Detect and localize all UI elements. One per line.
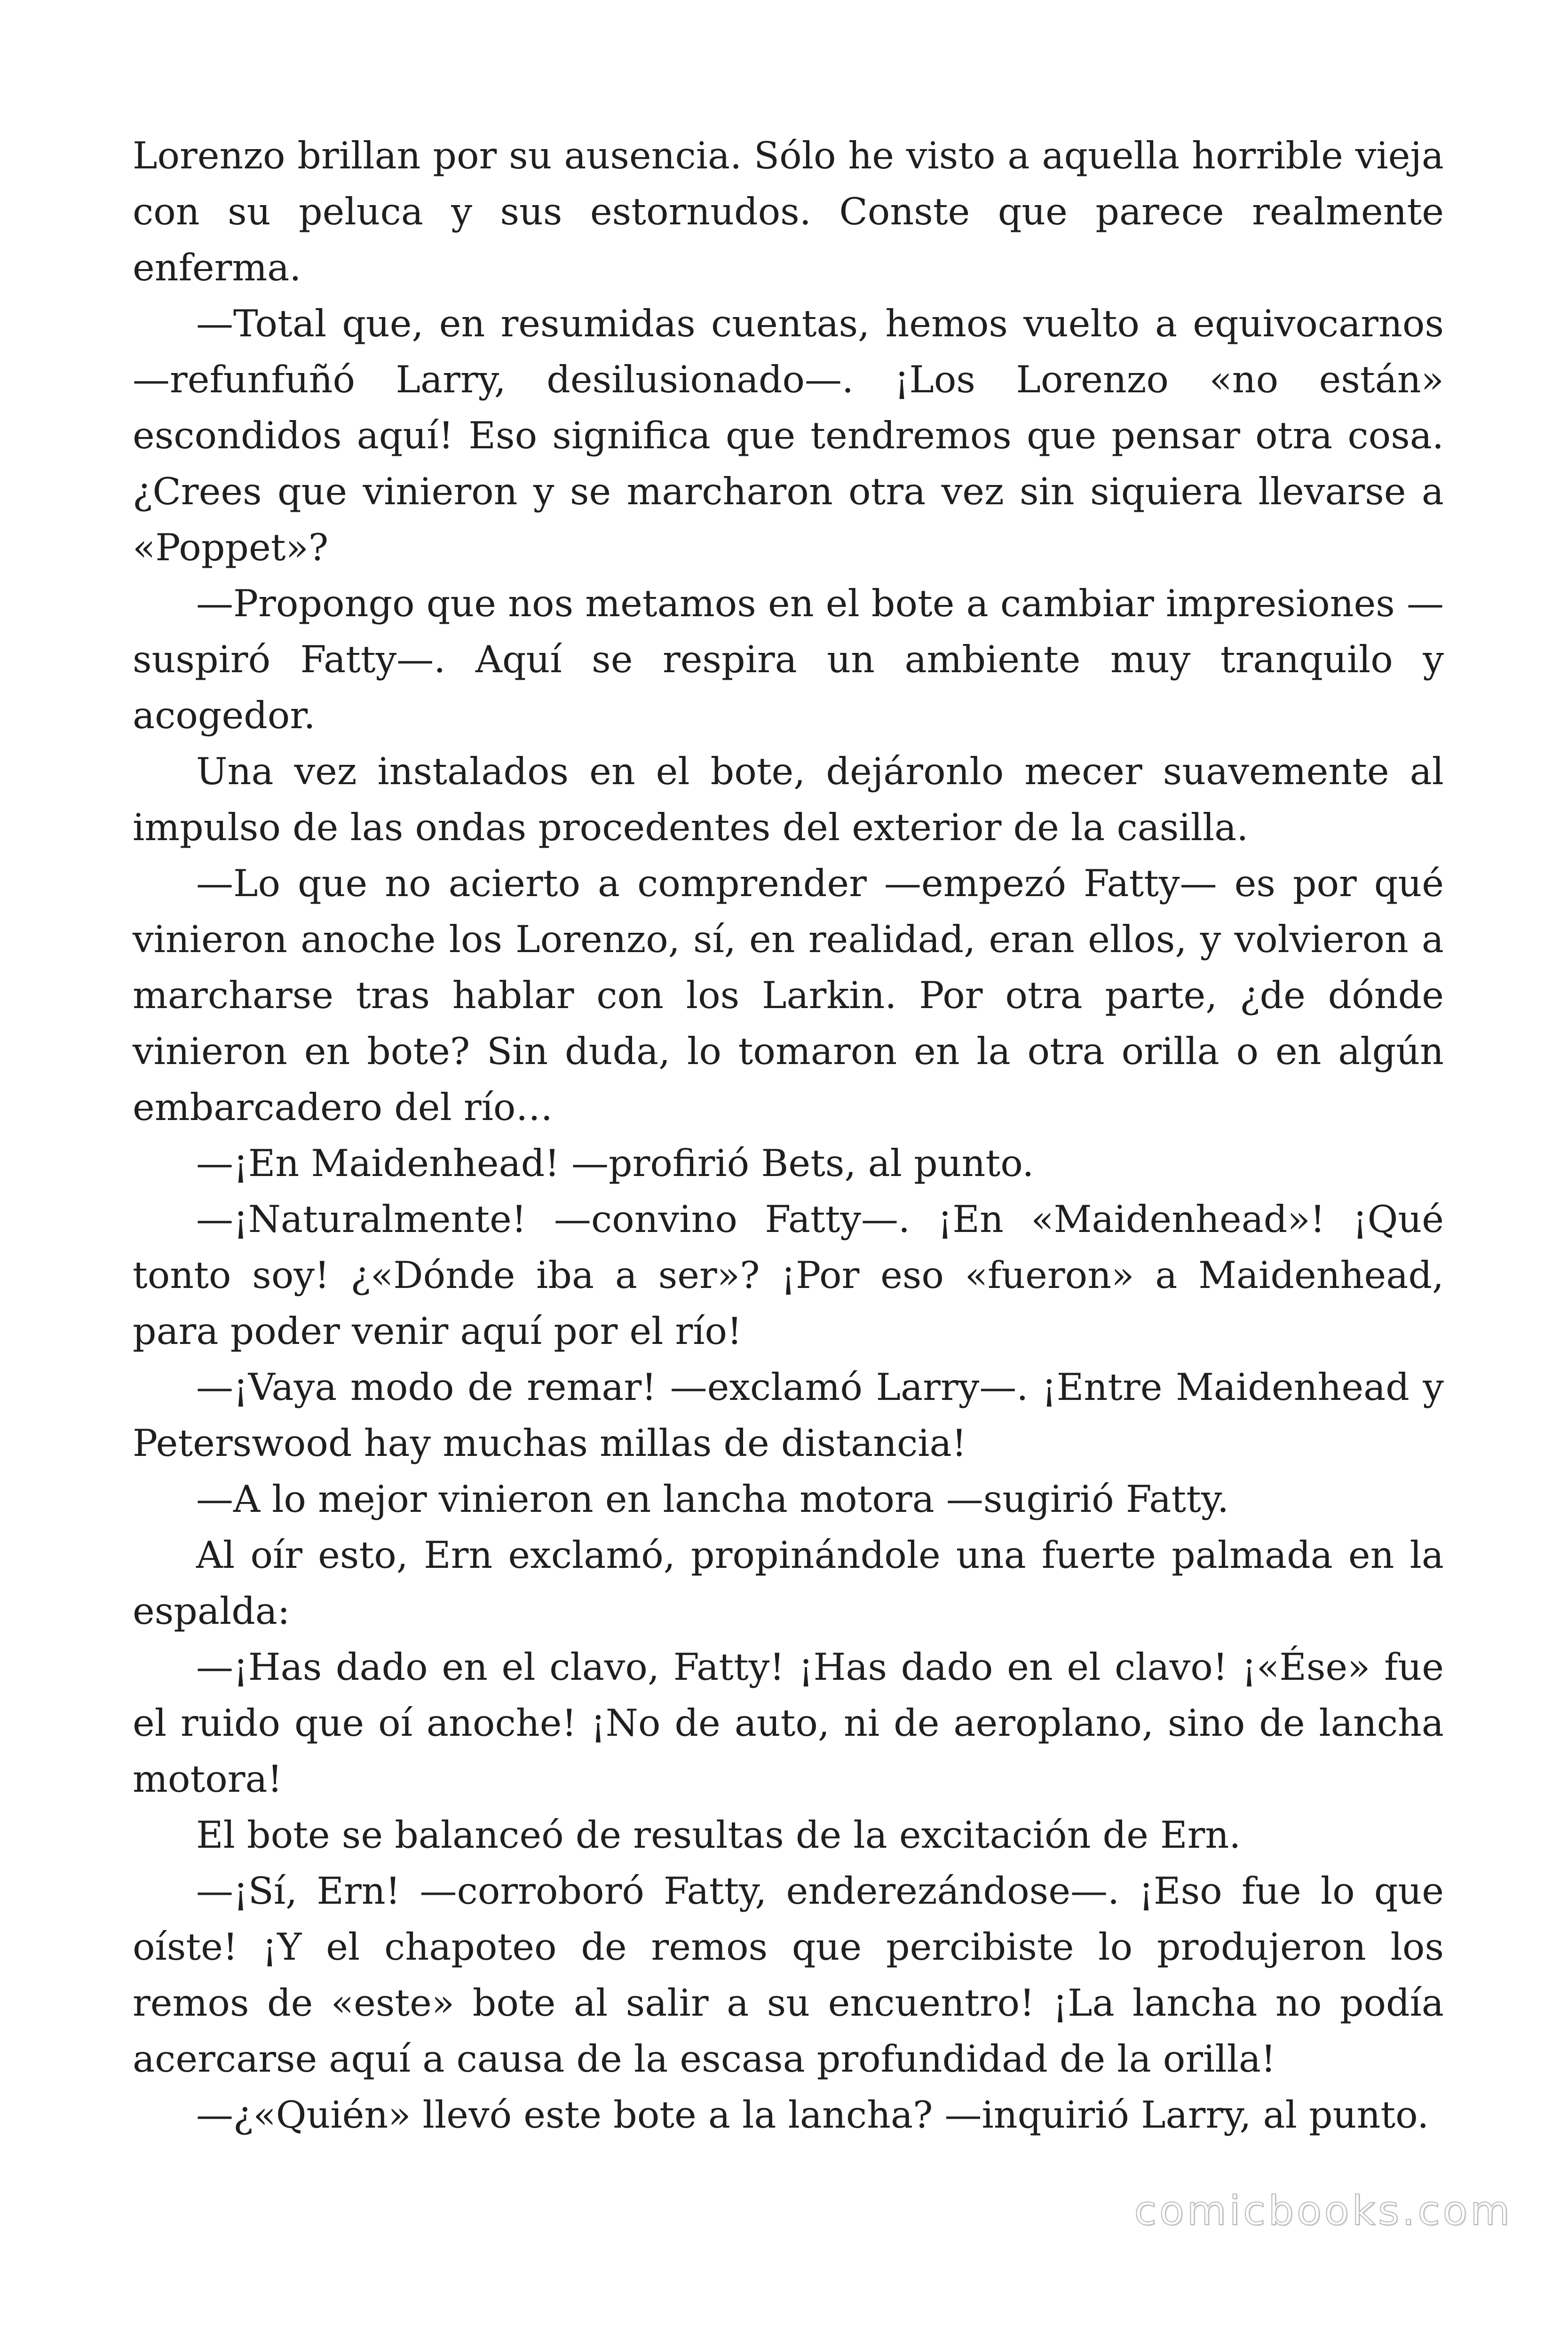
- paragraph: —A lo mejor vinieron en lancha motora —sugirió Fatty.: [196, 1478, 1229, 1521]
- paragraph-continuation: Lorenzo brillan por su ausencia. Sólo he visto a aquella horrible vieja con su peluca y sus estornudos. Conste que parece realmente enferma.: [133, 134, 1444, 289]
- paragraph: —Propongo que nos metamos en el bote a cambiar impresiones —suspiró Fatty—. Aquí se respira un ambiente muy tranquilo y acogedor.: [133, 582, 1444, 737]
- paragraph: —Lo que no acierto a comprender —empezó Fatty— es por qué vinieron anoche los Lorenzo, sí, en realidad, eran ellos, y volvieron a marcharse tras hablar con los Larkin. Por otra parte, ¿de dónde vinieron en bote? Sin duda, lo tomaron en la otra orilla o en algún embarcadero del río…: [133, 862, 1444, 1129]
- paragraph: —¡Has dado en el clavo, Fatty! ¡Has dado en el clavo! ¡«Ése» fue el ruido que oí anoche! ¡No de auto, ni de aeroplano, sino de lancha motora!: [133, 1645, 1444, 1801]
- paragraph: —¡Vaya modo de remar! —exclamó Larry—. ¡Entre Maidenhead y Peterswood hay muchas millas de distancia!: [133, 1366, 1444, 1465]
- paragraph: —¡En Maidenhead! —profirió Bets, al punto.: [196, 1142, 1034, 1185]
- paragraph: —¡Sí, Ern! —corroboró Fatty, enderezándose—. ¡Eso fue lo que oíste! ¡Y el chapoteo de remos que percibiste lo produjeron los remos de «este» bote al salir a su encuentro! ¡La lancha no podía acercarse aquí a causa de la escasa profundidad de la orilla!: [133, 1869, 1444, 2081]
- paragraph: —¿«Quién» llevó este bote a la lancha? —inquirió Larry, al punto.: [196, 2093, 1429, 2137]
- watermark: comicbooks.com: [1134, 2187, 1513, 2234]
- paragraph: Al oír esto, Ern exclamó, propinándole una fuerte palmada en la espalda:: [133, 1534, 1444, 1633]
- paragraph: El bote se balanceó de resultas de la excitación de Ern.: [196, 1813, 1241, 1857]
- paragraph: —¡Naturalmente! —convino Fatty—. ¡En «Maidenhead»! ¡Qué tonto soy! ¿«Dónde iba a ser»? ¡Por eso «fueron» a Maidenhead, para poder venir aquí por el río!: [133, 1198, 1444, 1353]
- page-text: [133, 128, 1444, 2143]
- paragraph: —Total que, en resumidas cuentas, hemos vuelto a equivocarnos —refunfuñó Larry, desilusionado—. ¡Los Lorenzo «no están» escondidos aquí! Eso significa que tendremos que pensar otra cosa. ¿Crees que vinieron y se marcharon otra vez sin siquiera llevarse a «Poppet»?: [133, 302, 1444, 569]
- paragraph: Una vez instalados en el bote, dejáronlo mecer suavemente al impulso de las ondas procedentes del exterior de la casilla.: [133, 750, 1444, 849]
